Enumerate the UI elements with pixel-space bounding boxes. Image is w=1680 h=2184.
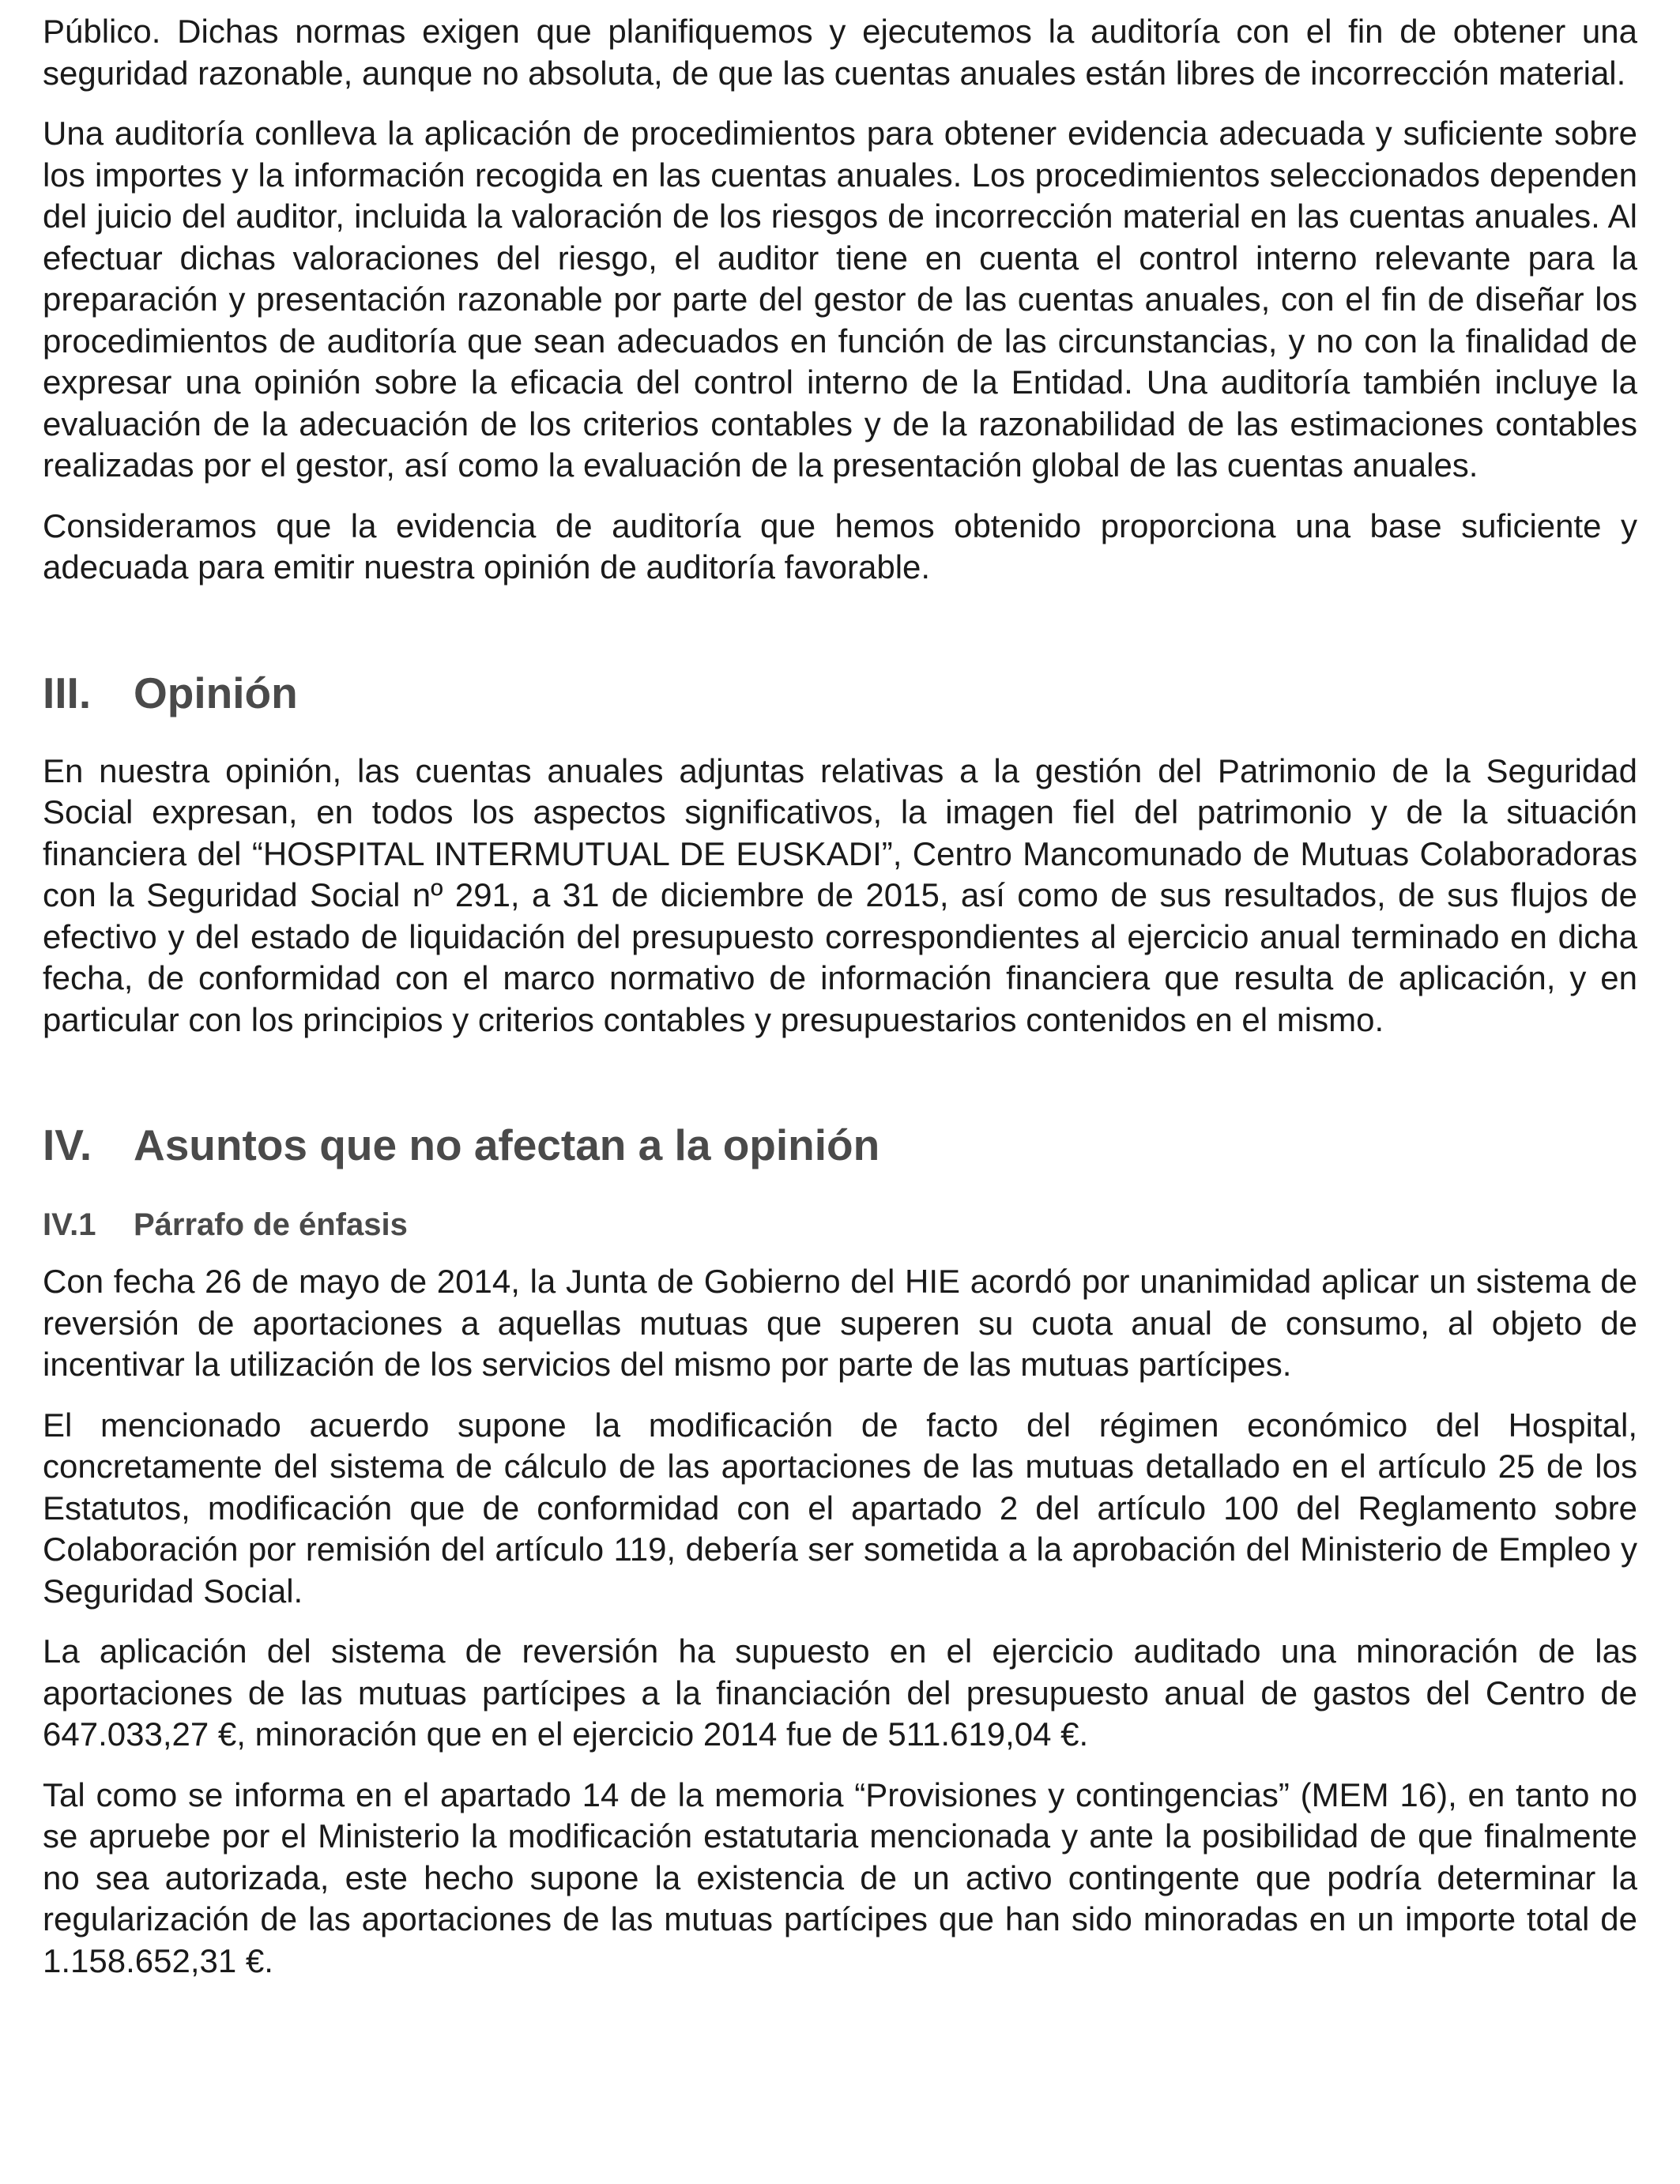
emphasis-paragraph-2: El mencionado acuerdo supone la modificación de facto del régimen económico del Hospital, concretamente del sistema de cálculo de las aportaciones de las mutuas detallado en el artículo 25 de los Estatutos, modificación que de conformidad con el apartado 2 del artículo 100 del Reglamento sobre Colaboración por remisión del artículo 119, debería ser sometida a la aprobación del Ministerio de Empleo y Seguridad Social. bbox=[43, 1406, 1637, 1610]
intro-paragraph-3: Consideramos que la evidencia de auditoría que hemos obtenido proporciona una base suficiente y adecuada para emitir nuestra opinión de auditoría favorable. bbox=[43, 506, 1637, 586]
opinion-paragraph: En nuestra opinión, las cuentas anuales adjuntas relativas a la gestión del Patrimonio de la Seguridad Social expresan, en todos los aspectos significativos, la imagen fiel del patrimonio y de la situación financiera del “HOSPITAL INTERMUTUAL DE EUSKADI”, Centro Mancomunado de Mutuas Colaboradoras con la Seguridad Social nº 291, a 31 de diciembre de 2015, así como de sus resultados, de sus flujos de efectivo y del estado de liquidación del presupuesto correspondientes al ejercicio anual terminado en dicha fecha, de conformidad con el marco normativo de información financiera que resulta de aplicación, y en particular con los principios y criterios contables y presupuestarios contenidos en el mismo. bbox=[43, 751, 1637, 1038]
section-title: Asuntos que no afectan a la opinión bbox=[134, 1120, 880, 1169]
subsection-heading-emphasis bbox=[43, 1203, 1637, 1247]
emphasis-paragraph-4: Tal como se informa en el apartado 14 de la memoria “Provisiones y contingencias” (MEM 16), en tanto no se apruebe por el Ministerio la modificación estatutaria mencionada y ante la posibilidad de que finalmente no sea autorizada, este hecho supone la existencia de un activo contingente que podría determinar la regularización de las aportaciones de las mutuas partícipes que han sido minoradas en un importe total de 1.158.652,31 €. bbox=[43, 1775, 1637, 1979]
section-number: III. bbox=[43, 668, 92, 717]
section-number: IV. bbox=[43, 1120, 92, 1169]
intro-paragraph-1: Público. Dichas normas exigen que planifiquemos y ejecutemos la auditoría con el fin de obtener una seguridad razonable, aunque no absoluta, de que las cuentas anuales están libres de incorrección material. bbox=[43, 13, 1637, 92]
intro-paragraph-2: Una auditoría conlleva la aplicación de procedimientos para obtener evidencia adecuada y suficiente sobre los importes y la información recogida en las cuentas anuales. Los procedimientos seleccionados dependen del juicio del auditor, incluida la valoración de los riesgos de incorrección material en las cuentas anuales. Al efectuar dichas valoraciones del riesgo, el auditor tiene en cuenta el control interno relevante para la preparación y presentación razonable por parte del gestor de las cuentas anuales, con el fin de diseñar los procedimientos de auditoría que sean adecuados en función de las circunstancias, y no con la finalidad de expresar una opinión sobre la eficacia del control interno de la Entidad. Una auditoría también incluye la evaluación de la adecuación de los criterios contables y de la razonabilidad de las estimaciones contables realizadas por el gestor, así como la evaluación de la presentación global de las cuentas anuales. bbox=[43, 115, 1637, 484]
emphasis-paragraph-1: Con fecha 26 de mayo de 2014, la Junta de Gobierno del HIE acordó por unanimidad aplicar un sistema de reversión de aportaciones a aquellas mutuas que superen su cuota anual de consumo, al objeto de incentivar la utilización de los servicios del mismo por parte de las mutuas partícipes. bbox=[43, 1263, 1637, 1383]
section-title: Opinión bbox=[134, 668, 298, 717]
section-heading-matters bbox=[43, 1117, 1637, 1173]
subsection-title: Párrafo de énfasis bbox=[134, 1207, 408, 1242]
subsection-number: IV.1 bbox=[43, 1207, 96, 1242]
document-page bbox=[43, 11, 1637, 1982]
emphasis-paragraph-3: La aplicación del sistema de reversión ha supuesto en el ejercicio auditado una minoración de las aportaciones de las mutuas partícipes a la financiación del presupuesto anual de gastos del Centro de 647.033,27 €, minoración que en el ejercicio 2014 fue de 511.619,04 €. bbox=[43, 1632, 1637, 1753]
section-heading-opinion bbox=[43, 665, 1637, 721]
